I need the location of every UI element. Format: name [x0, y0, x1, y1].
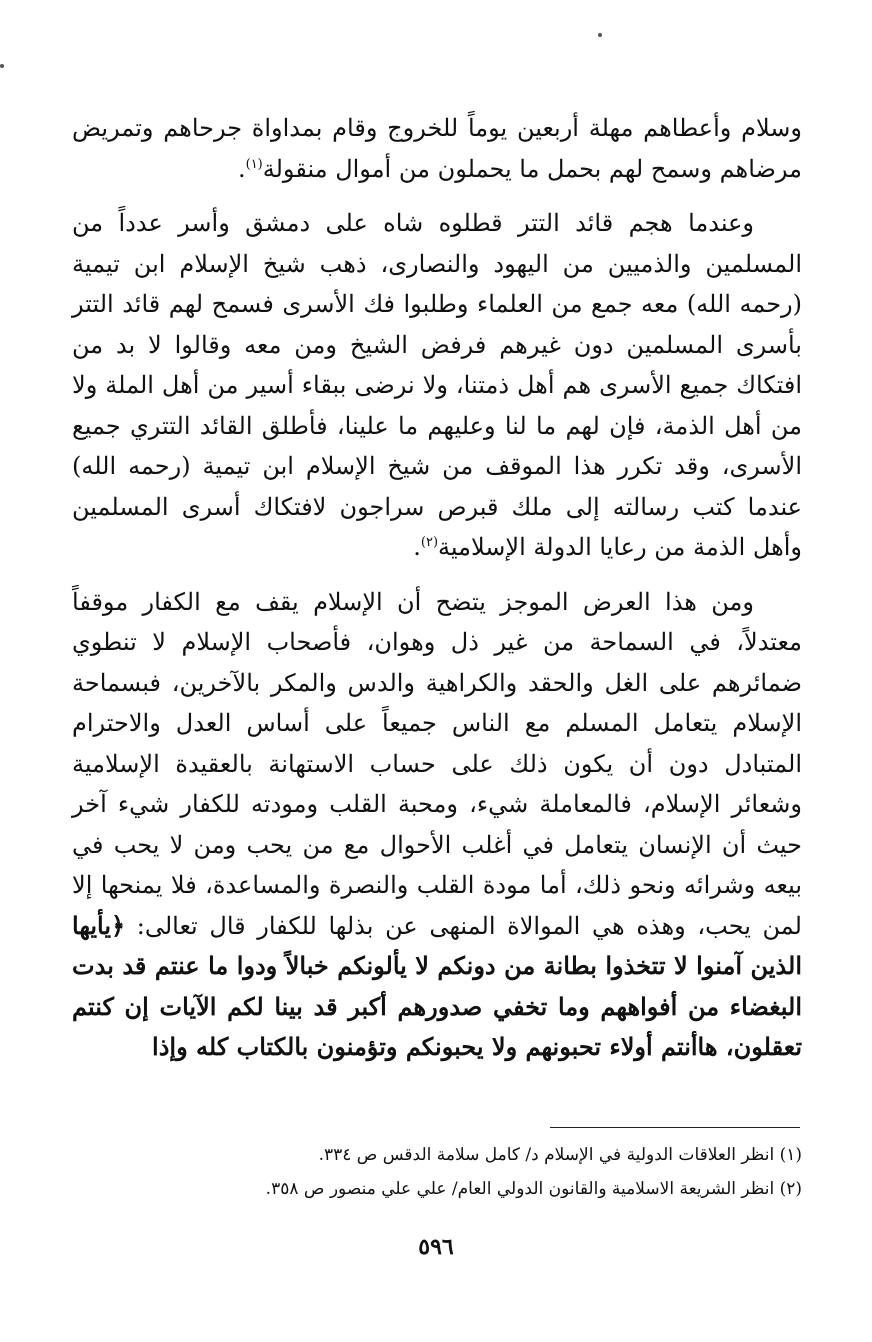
page-number: ٥٩٦: [418, 1234, 454, 1260]
footnote-ref-2[interactable]: (٢): [420, 535, 439, 550]
paragraph-2-tail: .: [413, 533, 421, 561]
footnote-2: (٢) انظر الشريعة الاسلامية والقانون الدولي العام/ علي علي منصور ص ٣٥٨.: [265, 1179, 802, 1199]
footnote-1: (١) انظر العلاقات الدولية في الإسلام د/ كامل سلامة الدقس ص ٣٣٤.: [318, 1145, 802, 1165]
page-body: [72, 108, 802, 1068]
footnotes: [72, 1138, 802, 1206]
footnote-divider: [550, 1127, 800, 1128]
footnote-ref-1[interactable]: (١): [245, 156, 263, 172]
scan-speck: [598, 33, 602, 37]
paragraph-1-tail: .: [237, 154, 246, 183]
paragraph-1: [72, 108, 802, 189]
scan-speck: [0, 64, 4, 68]
paragraph-1-text: وسلام وأعطاهم مهلة أربعين يوماً للخروج وقام بمداواة جرحاهم وتمريض مرضاهم وسمح لهم بحمل ما يحملون من أموال منقولة: [72, 114, 802, 183]
paragraph-3: [72, 582, 802, 1068]
paragraph-3-text: ومن هذا العرض الموجز يتضح أن الإسلام يقف مع الكفار موقفاً معتدلاً، في السماحة من غير ذل وهوان، فأصحاب الإسلام لا تنطوي ضمائرهم على الغل والحقد والكراهية والدس والمكر بالآخرين، فبسماحة الإسلام يتعامل المسلم مع الناس جميعاً على أساس العدل والاحترام المتبادل دون أن يكون ذلك على حساب الاستهانة بالعقيدة الإسلامية وشعائر الإسلام، فالمعاملة شيء، ومحبة القلب ومودته للكفار شيء آخر حيث أن الإنسان يتعامل في أغلب الأحوال مع من يحب ومن لا يحب في بيعه وشرائه ونحو ذلك، أما مودة القلب والنصرة والمساعدة، فلا يمنحها إلا لمن يحب، وهذه هي الموالاة المنهى عن بذلها للكفار قال تعالى:: [72, 587, 802, 940]
paragraph-2: [72, 203, 802, 568]
quran-verse: ﴿يأيها الذين آمنوا لا تتخذوا بطانة من دونكم لا يألونكم خبالاً ودوا ما عنتم قد بدت البغضاء من أفواههم وما تخفي صدورهم أكبر قد بينا لكم الآيات إن كنتم تعقلون، هاأنتم أولاء تحبونهم ولا يحبونكم وتؤمنون بالكتاب كله وإذا: [72, 910, 802, 1061]
paragraph-2-text: وعندما هجم قائد التتر قطلوه شاه على دمشق وأسر عدداً من المسلمين والذميين من اليهود والنصارى، ذهب شيخ الإسلام ابن تيمية (رحمه الله) معه جمع من العلماء وطلبوا فك الأسرى فسمح لهم قائد التتر بأسرى المسلمين دون غيرهم فرفض الشيخ ومن معه وقالوا لا بد من افتكاك جميع الأسرى هم أهل ذمتنا، ولا نرضى ببقاء أسير من أهل الملة ولا من أهل الذمة، فإن لهم ما لنا وعليهم ما علينا، فأطلق القائد التتري جميع الأسرى، وقد تكرر هذا الموقف من شيخ الإسلام ابن تيمية (رحمه الله) عندما كتب رسالته إلى ملك قبرص سراجون لافتكاك أسرى المسلمين وأهل الذمة من رعايا الدولة الإسلامية: [72, 209, 802, 561]
